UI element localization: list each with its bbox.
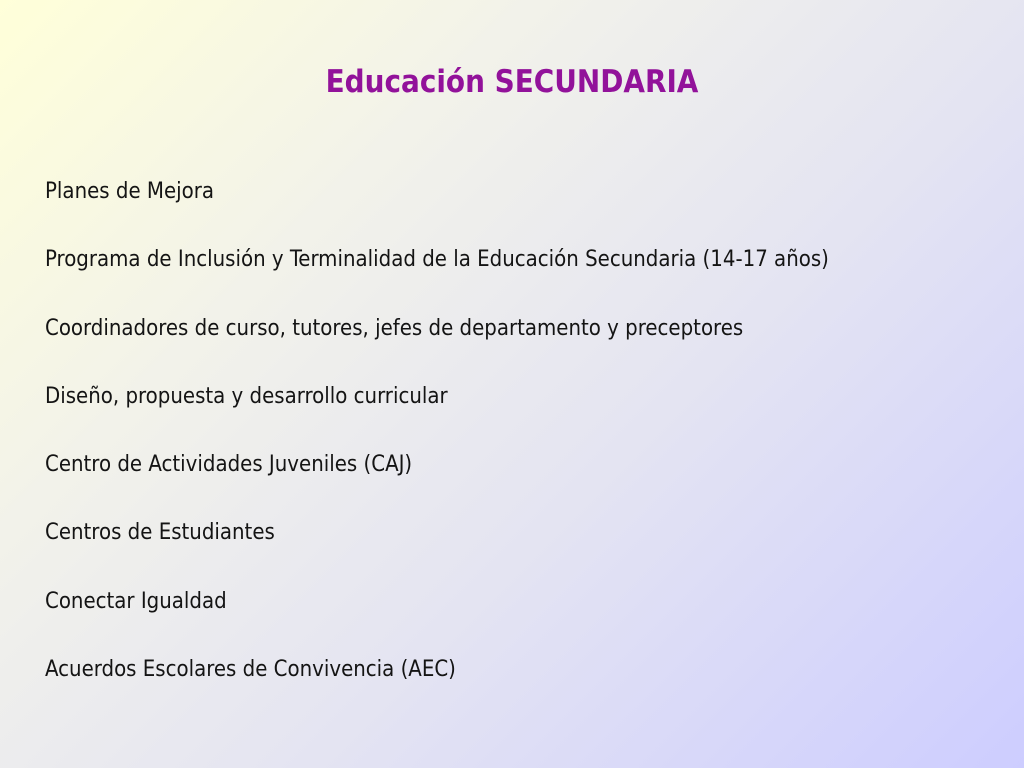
list-item-aec: Acuerdos Escolares de Convivencia (AEC) (45, 657, 456, 683)
list-item-coordinadores: Coordinadores de curso, tutores, jefes de departamento y preceptores (45, 315, 744, 341)
list-item-caj: Centro de Actividades Juveniles (CAJ) (45, 452, 413, 478)
topic-list (45, 174, 1005, 720)
list-item-diseno-curricular: Diseño, propuesta y desarrollo curricular (45, 383, 448, 409)
slide-title: Educación SECUNDARIA (325, 64, 699, 100)
list-item-conectar-igualdad: Conectar Igualdad (45, 588, 227, 614)
list-item-planes-de-mejora: Planes de Mejora (45, 179, 215, 204)
list-item-programa-inclusion: Programa de Inclusión y Terminalidad de la Educación Secundaria (14-17 años) (45, 247, 829, 273)
list-item-centros-estudiantes: Centros de Estudiantes (45, 520, 275, 546)
